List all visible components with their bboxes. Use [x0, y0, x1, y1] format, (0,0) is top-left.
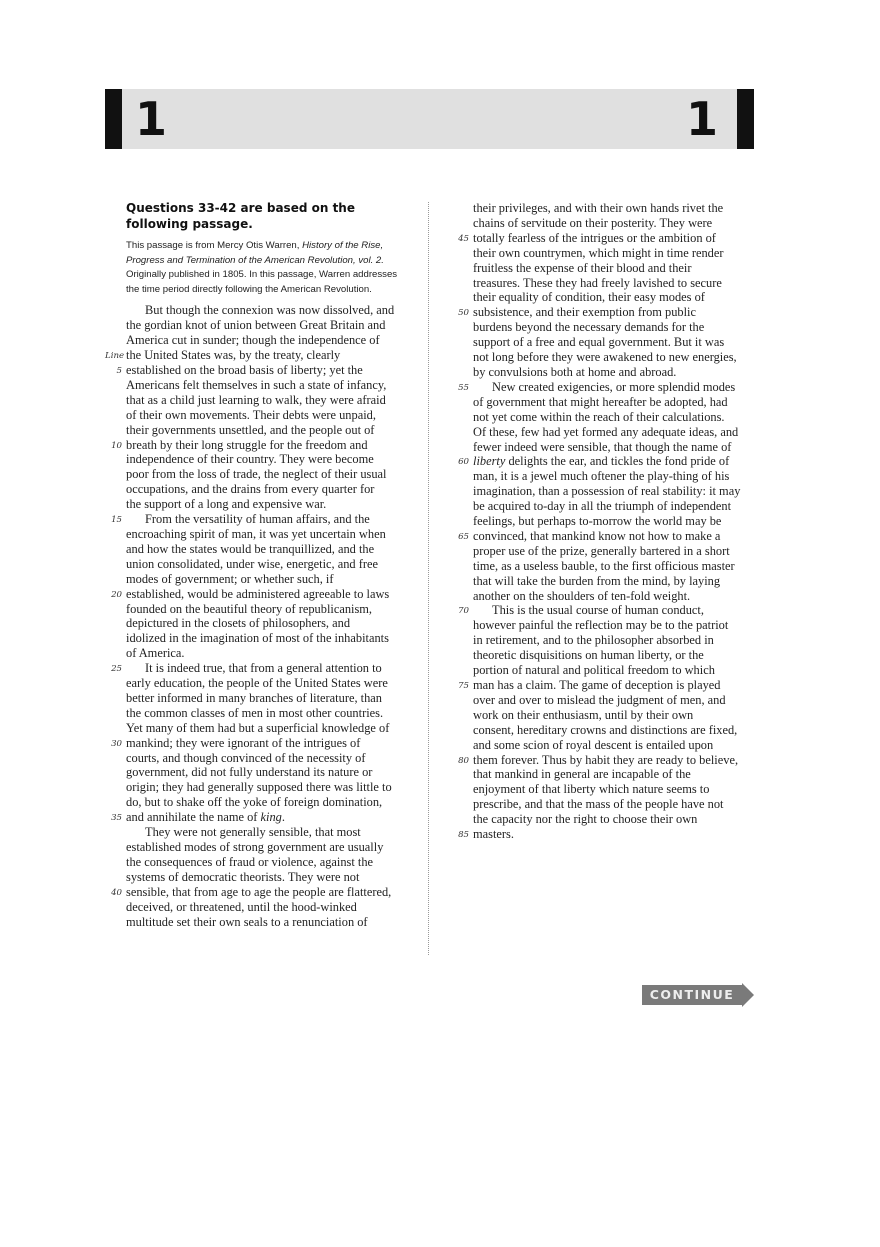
line-text: prescribe, and that the mass of the people have not: [473, 797, 724, 812]
passage-line: [105, 348, 410, 363]
passage-line: [452, 484, 758, 499]
line-number: 20: [111, 589, 122, 600]
line-text: founded on the beautiful theory of republicanism,: [126, 601, 373, 616]
passage-line: [452, 201, 758, 216]
passage-right: [452, 201, 758, 842]
line-text: deceived, or threatened, until the hood-winked: [126, 899, 357, 914]
passage-line: [105, 602, 410, 617]
passage-line: [452, 633, 758, 648]
passage-line: [105, 795, 410, 810]
line-text: established, would be administered agreeable to laws: [126, 586, 390, 601]
line-text: and how the states would be tranquillized, and the: [126, 541, 375, 556]
intro-suffix: Originally published in 1805. In this passage, Warren addresses the time period directly following the American Revolution.: [126, 269, 398, 295]
line-text: It is indeed true, that from a general attention to: [145, 661, 382, 676]
line-text: however painful the reflection may be to the patriot: [473, 618, 729, 633]
line-text: their own countrymen, which might in time render: [473, 245, 724, 260]
passage-line: [105, 631, 410, 646]
line-text: America cut in sunder; though the independence of: [126, 333, 380, 348]
passage-line: [105, 378, 410, 393]
passage-line: [105, 706, 410, 721]
line-number: 70: [458, 606, 469, 617]
line-number: 75: [458, 681, 469, 691]
passage-line: [452, 261, 758, 276]
passage-line: [452, 693, 758, 708]
line-number: 65: [458, 531, 469, 542]
passage-line: [452, 231, 758, 246]
passage-line: [105, 900, 410, 915]
line-text: This is the usual course of human conduct,: [492, 603, 704, 618]
passage-line: [105, 482, 410, 497]
passage-line: [452, 320, 758, 335]
passage-line: [452, 782, 758, 797]
line-number: 40: [111, 887, 122, 898]
section-number-right: 1: [685, 92, 718, 146]
passage-line: [105, 318, 410, 333]
line-text: over and over to mislead the judgment of men, and: [473, 692, 726, 707]
line-text: chains of servitude on their posterity. They were: [473, 215, 713, 230]
passage-line: [105, 691, 410, 706]
passage-intro: [126, 239, 410, 297]
line-text: in retirement, and to the philosopher absorbed in: [473, 633, 714, 648]
line-text: burdens beyond the necessary demands for the: [473, 320, 705, 335]
line-number: 45: [458, 233, 469, 244]
line-text: fruitless the expense of their blood and their: [473, 260, 692, 275]
passage-line: [105, 557, 410, 572]
passage-line: [105, 452, 410, 467]
passage-line: [452, 529, 758, 544]
line-text: totally fearless of the intrigues or the ambition of: [473, 230, 716, 245]
passage-line: [452, 290, 758, 305]
line-text: multitude set their own seals to a renunciation of: [126, 914, 368, 929]
line-emphasis: king: [260, 810, 282, 825]
line-number: 85: [458, 830, 469, 841]
passage-line: [452, 395, 758, 410]
line-emphasis: liberty: [473, 454, 506, 469]
line-text-after: .: [281, 810, 285, 825]
section-banner: [105, 89, 754, 149]
passage-line: [105, 572, 410, 587]
line-text: imagination, than a possession of real stability: it may: [473, 484, 741, 499]
line-text: poor from the loss of trade, the neglect of their usual: [126, 467, 387, 482]
passage-line: [452, 410, 758, 425]
line-text: fewer indeed were sensible, that though the name of: [473, 439, 732, 454]
line-number: 80: [458, 755, 469, 766]
line-text: Yet many of them had but a superficial knowledge of: [126, 720, 390, 735]
right-column: [452, 201, 758, 842]
line-number: Line: [105, 351, 125, 362]
line-text: established modes of strong government are usually: [126, 840, 384, 854]
left-column: [105, 201, 410, 929]
passage-line: [105, 303, 410, 318]
passage-line: [105, 646, 410, 661]
line-text: idolized in the imagination of most of the inhabitants: [126, 631, 389, 646]
passage-line: [452, 454, 758, 469]
intro-title: History of the Rise, Progress and Termination of the American Revolution, vol. 2.: [126, 240, 384, 266]
line-number: 35: [111, 813, 122, 824]
passage-line: [452, 678, 758, 693]
line-text: work on their enthusiasm, until by their own: [473, 707, 694, 722]
line-text: They were not generally sensible, that most: [145, 825, 361, 840]
passage-line: [452, 335, 758, 350]
banner-right-bar: [737, 89, 754, 149]
line-text: time, as a useless bauble, to the first officious master: [473, 558, 735, 573]
line-text: man, it is a jewel much oftener the play-thing of his: [473, 469, 730, 484]
passage-line: [452, 738, 758, 753]
passage-line: [452, 350, 758, 365]
line-text: and annihilate the name of: [126, 810, 261, 825]
line-text: depictured in the closets of philosophers, and: [126, 616, 351, 631]
line-text: their equality of condition, their easy modes of: [473, 290, 705, 305]
line-text: convinced, that mankind know not how to make a: [473, 528, 721, 543]
line-text: the capacity nor the right to choose their own: [473, 812, 698, 827]
continue-label: CONTINUE: [649, 987, 735, 1002]
line-text: the gordian knot of union between Great Britain and: [126, 318, 386, 333]
passage-line: [105, 721, 410, 736]
passage-line: [105, 751, 410, 766]
line-number: 60: [458, 457, 469, 468]
line-text: another on the shoulders of ten-fold weight.: [473, 588, 691, 603]
line-text: enjoyment of that liberty which nature seems to: [473, 782, 710, 797]
passage-line: [105, 870, 410, 885]
passage-line: [452, 753, 758, 768]
line-text: early education, the people of the United States were: [126, 676, 388, 691]
passage-line: [105, 780, 410, 795]
line-text: occupations, and the drains from every quarter for: [126, 482, 375, 497]
line-text: Of these, few had yet formed any adequate ideas, and: [473, 424, 739, 439]
line-text: From the versatility of human affairs, and the: [145, 512, 370, 527]
passage-line: [452, 425, 758, 440]
line-number: 50: [458, 308, 469, 319]
passage-line: [105, 542, 410, 557]
passage-line: [452, 797, 758, 812]
passage-line: [105, 423, 410, 438]
passage-line: [452, 544, 758, 559]
line-text: proper use of the prize, generally bartered in a short: [473, 543, 730, 558]
line-text: theoretic disquisitions on human liberty, or the: [473, 648, 704, 663]
passage-line: [452, 305, 758, 320]
line-text: courts, and though convinced of the necessity of: [126, 750, 366, 765]
line-text: Americans felt themselves in such a state of infancy,: [126, 377, 387, 392]
line-text: systems of democratic theorists. They were not: [126, 869, 360, 884]
continue-button[interactable]: [642, 983, 754, 1007]
passage-line: [452, 276, 758, 291]
passage-line: [105, 512, 410, 527]
passage-line: [105, 765, 410, 780]
line-text: mankind; they were ignorant of the intrigues of: [126, 735, 361, 750]
passage-line: [452, 499, 758, 514]
line-text: not yet come within the reach of their calculations.: [473, 409, 725, 424]
line-text: of government that might hereafter be adopted, had: [473, 394, 728, 409]
passage-left: [105, 303, 410, 929]
passage-line: [105, 915, 410, 930]
passage-line: [452, 648, 758, 663]
passage-line: [105, 840, 410, 855]
line-text: not long before they were awakened to new energies,: [473, 350, 737, 365]
passage-line: [452, 216, 758, 231]
passage-line: [452, 767, 758, 782]
line-text: subsistence, and their exemption from public: [473, 305, 696, 320]
line-text: support of a free and equal government. But it was: [473, 335, 725, 350]
line-text: that mankind in general are incapable of the: [473, 767, 691, 782]
line-text: the United States was, by the treaty, clearly: [126, 348, 341, 363]
passage-line: [105, 661, 410, 676]
passage-line: [105, 825, 410, 840]
line-text: their privileges, and with their own hands rivet the: [473, 201, 724, 215]
line-text: origin; they had generally supposed there was little to: [126, 780, 392, 795]
line-text: by convulsions both at home and abroad.: [473, 364, 677, 379]
passage-line: [105, 587, 410, 602]
section-number-left: 1: [135, 92, 168, 146]
line-text: portion of natural and political freedom to which: [473, 663, 715, 678]
passage-line: [105, 855, 410, 870]
passage-line: [105, 467, 410, 482]
passage-line: [452, 708, 758, 723]
line-text: the common classes of men in most other countries.: [126, 705, 384, 720]
passage-line: [452, 618, 758, 633]
line-text: masters.: [473, 827, 514, 842]
line-number: 10: [111, 440, 122, 451]
line-number: 30: [111, 738, 122, 749]
passage-line: [452, 723, 758, 738]
line-text: independence of their country. They were become: [126, 452, 374, 467]
passage-heading: Questions 33-42 are based on the following passage.: [126, 201, 355, 231]
line-text: better informed in many branches of literature, than: [126, 690, 382, 705]
passage-line: [452, 469, 758, 484]
line-text: their governments unsettled, and the people out of: [126, 422, 375, 437]
passage-line: [452, 514, 758, 529]
line-text: government, did not fully understand its nature or: [126, 765, 373, 780]
banner-left-bar: [105, 89, 122, 149]
passage-line: [105, 363, 410, 378]
line-text: feelings, but perhaps to-morrow the world may be: [473, 514, 722, 529]
passage-line: [105, 497, 410, 512]
line-text: man has a claim. The game of deception is played: [473, 678, 721, 692]
passage-line: [452, 827, 758, 842]
passage-line: [105, 333, 410, 348]
line-text: do, but to shake off the yoke of foreign domination,: [126, 795, 383, 810]
passage-line: [452, 574, 758, 589]
passage-line: [105, 810, 410, 825]
line-text: breath by their long struggle for the freedom and: [126, 437, 368, 452]
line-text: the support of a long and expensive war.: [126, 497, 327, 512]
passage-line: [105, 408, 410, 423]
passage-line: [105, 736, 410, 751]
line-text: of America.: [126, 646, 185, 661]
line-text: that will take the burden from the mind, by laying: [473, 573, 721, 588]
passage-line: [105, 616, 410, 631]
line-text: be acquired to-day in all the triumph of independent: [473, 499, 732, 514]
line-number: 15: [111, 515, 122, 526]
passage-line: [452, 812, 758, 827]
line-text: But though the connexion was now dissolved, and: [145, 303, 395, 318]
line-text: consent, hereditary crowns and distinctions are fixed,: [473, 722, 738, 737]
passage-line: [452, 440, 758, 455]
passage-line: [452, 246, 758, 261]
passage-line: [105, 885, 410, 900]
passage-line: [452, 589, 758, 604]
line-text: encroaching spirit of man, it was yet uncertain when: [126, 526, 386, 541]
line-text: modes of government; or whether such, if: [126, 571, 334, 586]
passage-line: [452, 559, 758, 574]
passage-line: [452, 663, 758, 678]
passage-line: [452, 365, 758, 380]
line-text: established on the broad basis of liberty; yet the: [126, 363, 363, 377]
line-number: 5: [116, 366, 122, 376]
line-text: New created exigencies, or more splendid modes: [492, 379, 736, 394]
passage-line: [105, 527, 410, 542]
arrow-right-icon: [742, 983, 754, 1007]
line-text: that as a child just learning to walk, they were afraid: [126, 392, 386, 407]
line-text: treasures. These they had freely lavished to secure: [473, 275, 722, 290]
line-text: union consolidated, under wise, energetic, and free: [126, 556, 378, 571]
passage-line: [452, 603, 758, 618]
line-text: them forever. Thus by habit they are ready to believe,: [473, 752, 739, 767]
line-text: of their own movements. Their debts were unpaid,: [126, 407, 376, 422]
passage-line: [452, 380, 758, 395]
column-divider: [428, 202, 429, 955]
passage-line: [105, 676, 410, 691]
line-number: 25: [111, 664, 122, 675]
line-text-after: delights the ear, and tickles the fond pride of: [505, 454, 730, 469]
passage-line: [105, 438, 410, 453]
passage-line: [105, 393, 410, 408]
line-number: 55: [458, 382, 469, 393]
line-text: and some scion of royal descent is entailed upon: [473, 737, 714, 752]
intro-prefix: This passage is from Mercy Otis Warren,: [126, 240, 303, 251]
line-text: the consequences of fraud or violence, against the: [126, 854, 374, 869]
line-text: sensible, that from age to age the people are flattered,: [126, 884, 392, 899]
